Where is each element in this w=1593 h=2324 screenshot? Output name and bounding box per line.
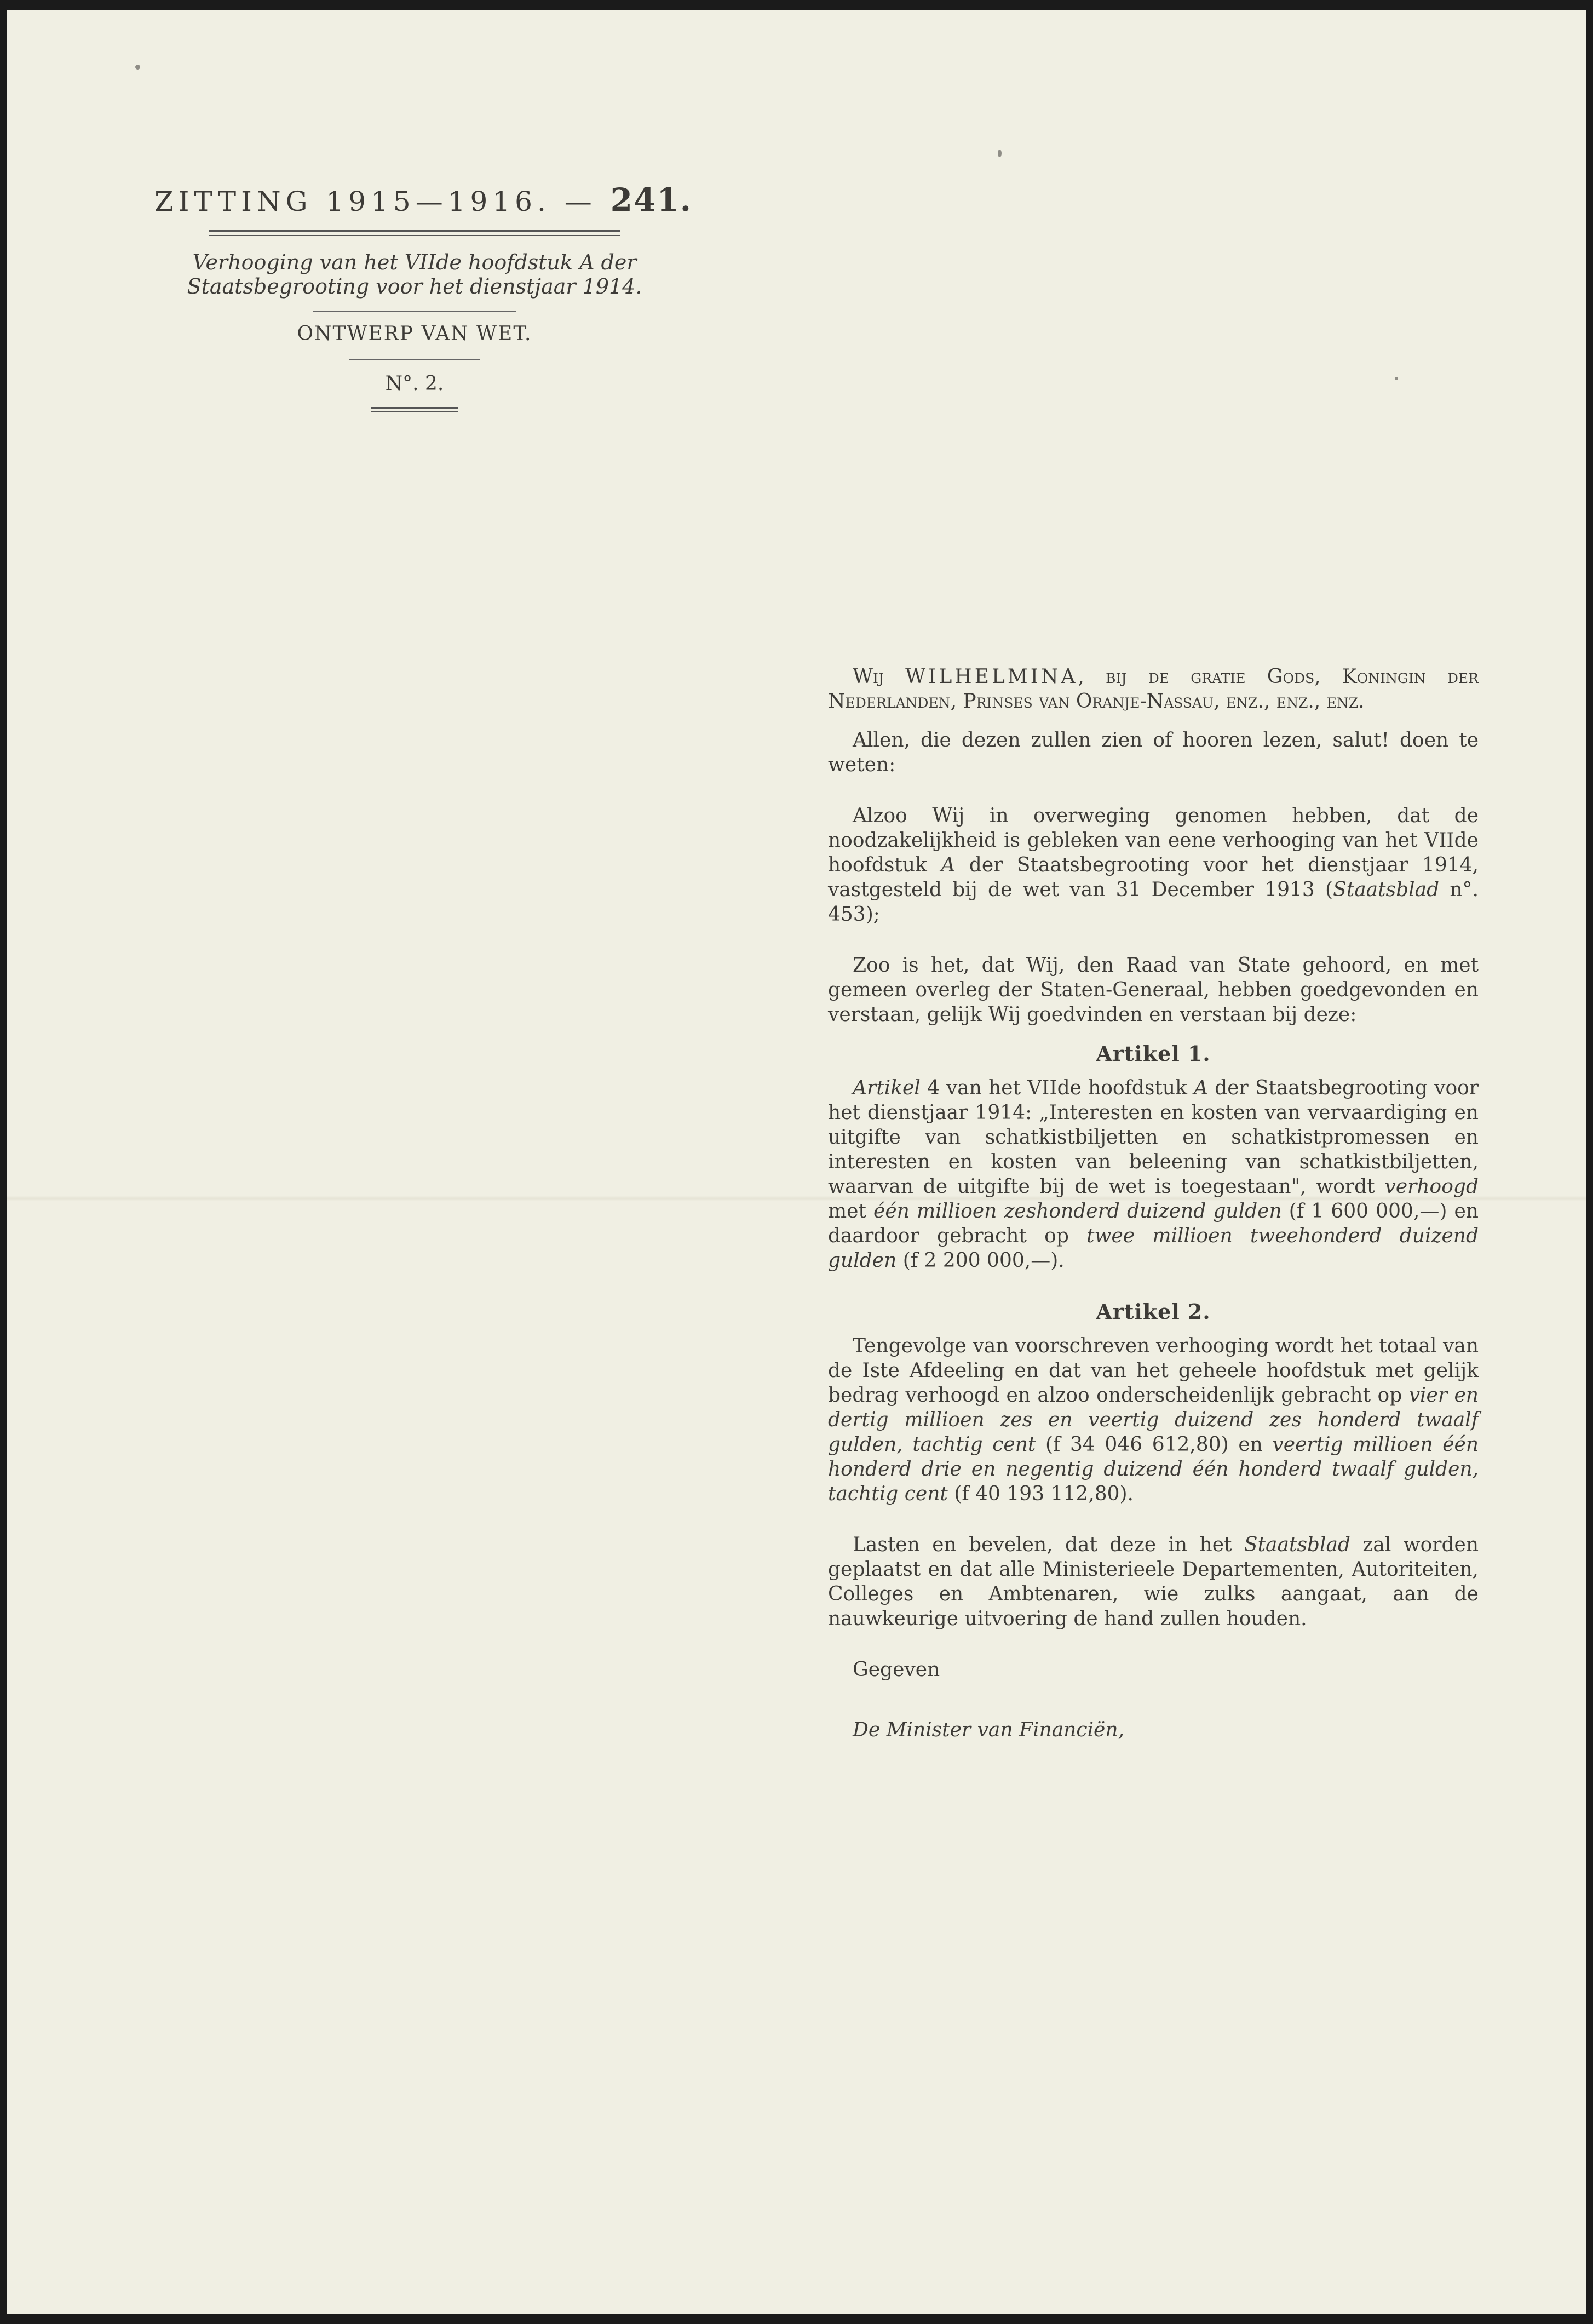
minister-signature-line: De Minister van Financiën, xyxy=(853,1719,1124,1741)
enacting-clause: Zoo is het, dat Wij, den Raad van State gehoord, en met gemeen overleg der Staten-Generaal, hebben goedgevonden en verstaan, gelijk Wij goedvinden en verstaan bij deze: xyxy=(828,954,1479,1026)
session-title xyxy=(154,181,692,219)
article-1-title: Artikel 1. xyxy=(1096,1041,1211,1066)
document-page xyxy=(7,10,1586,2314)
rule xyxy=(313,311,516,312)
session-label: ZITTING 1915—1916. — xyxy=(154,186,597,217)
document-subtitle xyxy=(154,250,675,299)
whereas-clause: Alzoo Wij in overweging genomen hebben, dat de noodzakelijkheid is gebleken van eene verhooging van het VIIde hoofdstuk A der Staatsbegrooting voor het dienstjaar 1914, vastgesteld bij de wet van 31 December 1913 (Staatsblad n°. 453); xyxy=(828,805,1479,926)
closing-order: Lasten en bevelen, dat deze in het Staatsblad zal worden geplaatst en dat alle Ministerieele Departementen, Autoriteiten, Colleges en Ambtenaren, wie zulks aangaat, aan de nauwkeurige uitvoering de hand zullen houden. xyxy=(828,1534,1479,1630)
subtitle-line: Staatsbegrooting voor het dienstjaar 1914. xyxy=(187,274,642,299)
paper-speck xyxy=(998,150,1002,157)
article-2-title: Artikel 2. xyxy=(1096,1299,1211,1324)
piece-number: N°. 2. xyxy=(385,372,444,395)
subtitle-line: Verhooging van het VIIde hoofdstuk A der xyxy=(192,250,637,274)
document-number: 241. xyxy=(610,181,692,219)
paper-speck xyxy=(135,65,140,70)
given-line: Gegeven xyxy=(853,1659,940,1681)
double-rule xyxy=(209,230,620,236)
salutation: Allen, die dezen zullen zien of hooren lezen, salut! doen te weten: xyxy=(828,729,1479,776)
royal-preamble: Wij WILHELMINA, bij de gratie Gods, Koningin der Nederlanden, Prinses van Oranje-Nassau, enz., enz., enz. xyxy=(828,665,1479,713)
paper-speck xyxy=(1395,377,1398,380)
document-type: ONTWERP VAN WET. xyxy=(297,323,532,345)
article-2-text: Tengevolge van voorschreven verhooging wordt het totaal van de Iste Afdeeling en dat van het geheele hoofdstuk met gelijk bedrag verhoogd en alzoo onderscheidenlijk gebracht op vier en dertig millioen zes en veertig duizend zes honderd twaalf gulden, tachtig cent (f 34 046 612,80) en veertig millioen één honderd drie en negentig duizend één honderd twaalf gulden, tachtig cent (f 40 193 112,80). xyxy=(828,1335,1479,1505)
double-rule xyxy=(371,407,458,412)
bill-text xyxy=(828,664,1479,1742)
rule xyxy=(349,359,480,360)
document-header xyxy=(154,181,692,412)
article-1-text: Artikel 4 van het VIIde hoofdstuk A der Staatsbegrooting voor het dienstjaar 1914: „Interesten en kosten van vervaardiging en uitgifte van schatkistbiljetten en schatkistpromessen en interesten en kosten van beleening van schatkistbiljetten, waarvan de uitgifte bij de wet is toegestaan", wordt verhoogd met één millioen zeshonderd duizend gulden (f 1 600 000,—) en daardoor gebracht op twee millioen tweehonderd duizend gulden (f 2 200 000,—). xyxy=(828,1077,1479,1272)
